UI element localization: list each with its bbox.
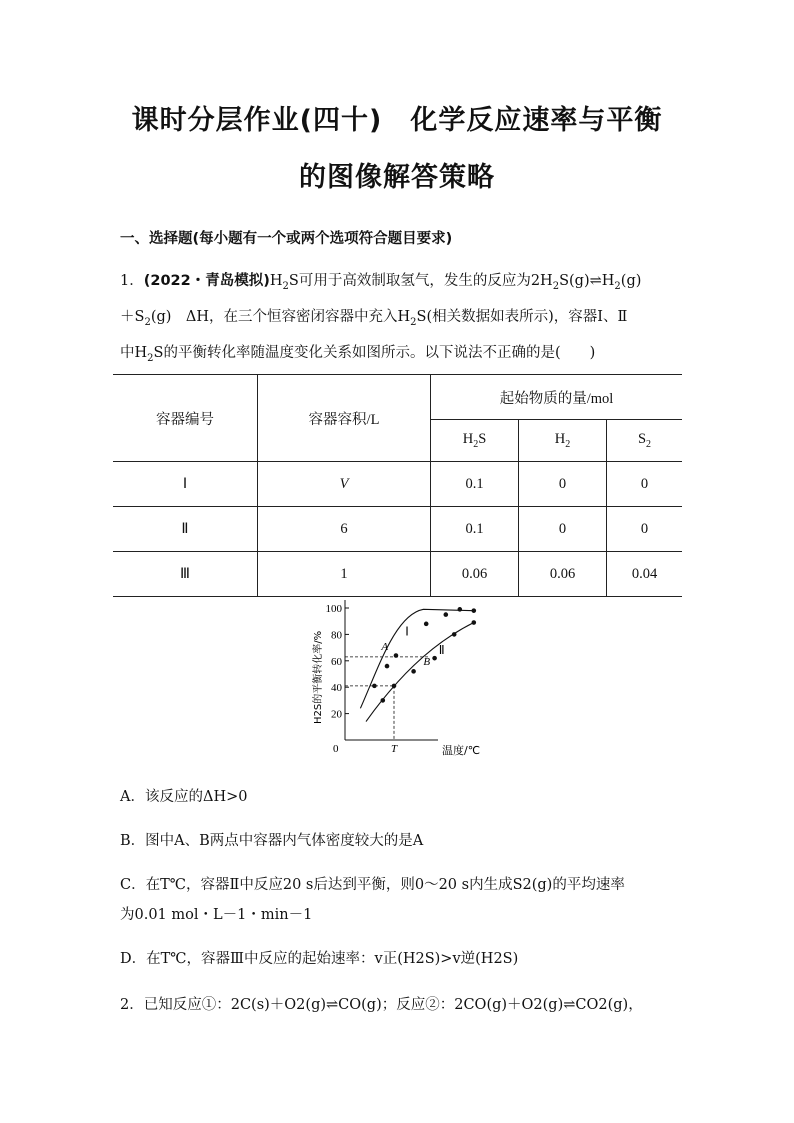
y-tick-label: 100 [325,603,342,615]
option-b: B．图中A、B两点中容器内气体密度较大的是A [120,833,424,849]
series-II-label: Ⅱ [438,643,445,658]
y-tick-label: 40 [331,682,342,695]
series-I-point [444,612,449,617]
header-container-id: 容器编号 [113,375,258,462]
curve-II [366,623,474,722]
series-I-label: Ⅰ [405,624,409,639]
series-I-point [472,608,477,613]
header-initial-amount: 起始物质的量/mol [431,375,683,420]
header-s2: $S_2$ [607,420,683,462]
table-row: Ⅱ 6 0.1 0 0 [113,507,682,552]
data-table [113,374,682,597]
point-B-label: B [423,655,431,668]
series-II-point [472,620,477,625]
series-I-point [458,607,463,612]
y-tick-label: 60 [331,655,342,668]
point-A-label: A [381,641,389,654]
series-I-point [424,622,429,627]
y-tick-label: 20 [331,708,342,721]
series-I-point [385,664,390,669]
x-axis-label: 温度/℃ [442,744,481,757]
header-volume: 容器容积/L [258,375,431,462]
curve-I [360,609,473,708]
y-axis-label: H2S的平衡转化率/% [313,630,324,724]
table-row: Ⅰ V 0.1 0 0 [113,462,682,507]
series-II-point [392,684,397,689]
series-I-point [394,653,399,658]
section-heading: 一、选择题(每小题有一个或两个选项符合题目要求) [120,231,453,247]
header-h2: $H_2$ [519,420,607,462]
option-c: C．在T℃，容器Ⅱ中反应20 s后达到平衡，则0～20 s内生成S2(g)的平均速率 为0.01 mol・L－1・min－1 [120,877,625,923]
series-II-point [452,632,457,637]
option-a: A．该反应的ΔH>0 [120,789,248,805]
series-II-point [411,669,416,674]
page-title-line2: 的图像解答策略 [299,162,495,193]
series-II-point [381,698,386,703]
table-row: Ⅲ 1 0.06 0.06 0.04 [113,552,682,597]
option-d: D．在T℃，容器Ⅲ中反应的起始速率：v正(H2S)>v逆(H2S) [120,951,519,967]
page-title-line1: 课时分层作业(四十) 化学反应速率与平衡 [131,105,663,136]
header-h2s: $H_2S$ [431,420,519,462]
y-tick-label: 80 [331,629,342,642]
question-1-stem: 1．(2022・青岛模拟)$H_2S$可用于高效制取氢气，发生的反应为$2H_2S(g)\rightleftharpoons H_2(g)$ $+S_2(g)$ ΔH，在三个恒容密闭容器中充入$H_2S$(相关数据如表所示)，容器Ⅰ、Ⅱ 中$H_2S$的平衡转化率随温度变化关系如图所示。以下说法不正确的是( ) [120,273,642,364]
series-II-point [432,656,437,661]
series-I-point [372,684,377,689]
origin-label: 0 [333,743,339,755]
t-label: T [391,743,398,755]
question-2-stem: 2．已知反应①：2C(s)＋O2(g)⇌CO(g)；反应②：2CO(g)＋O2(g)⇌CO2(g)， [120,997,643,1013]
